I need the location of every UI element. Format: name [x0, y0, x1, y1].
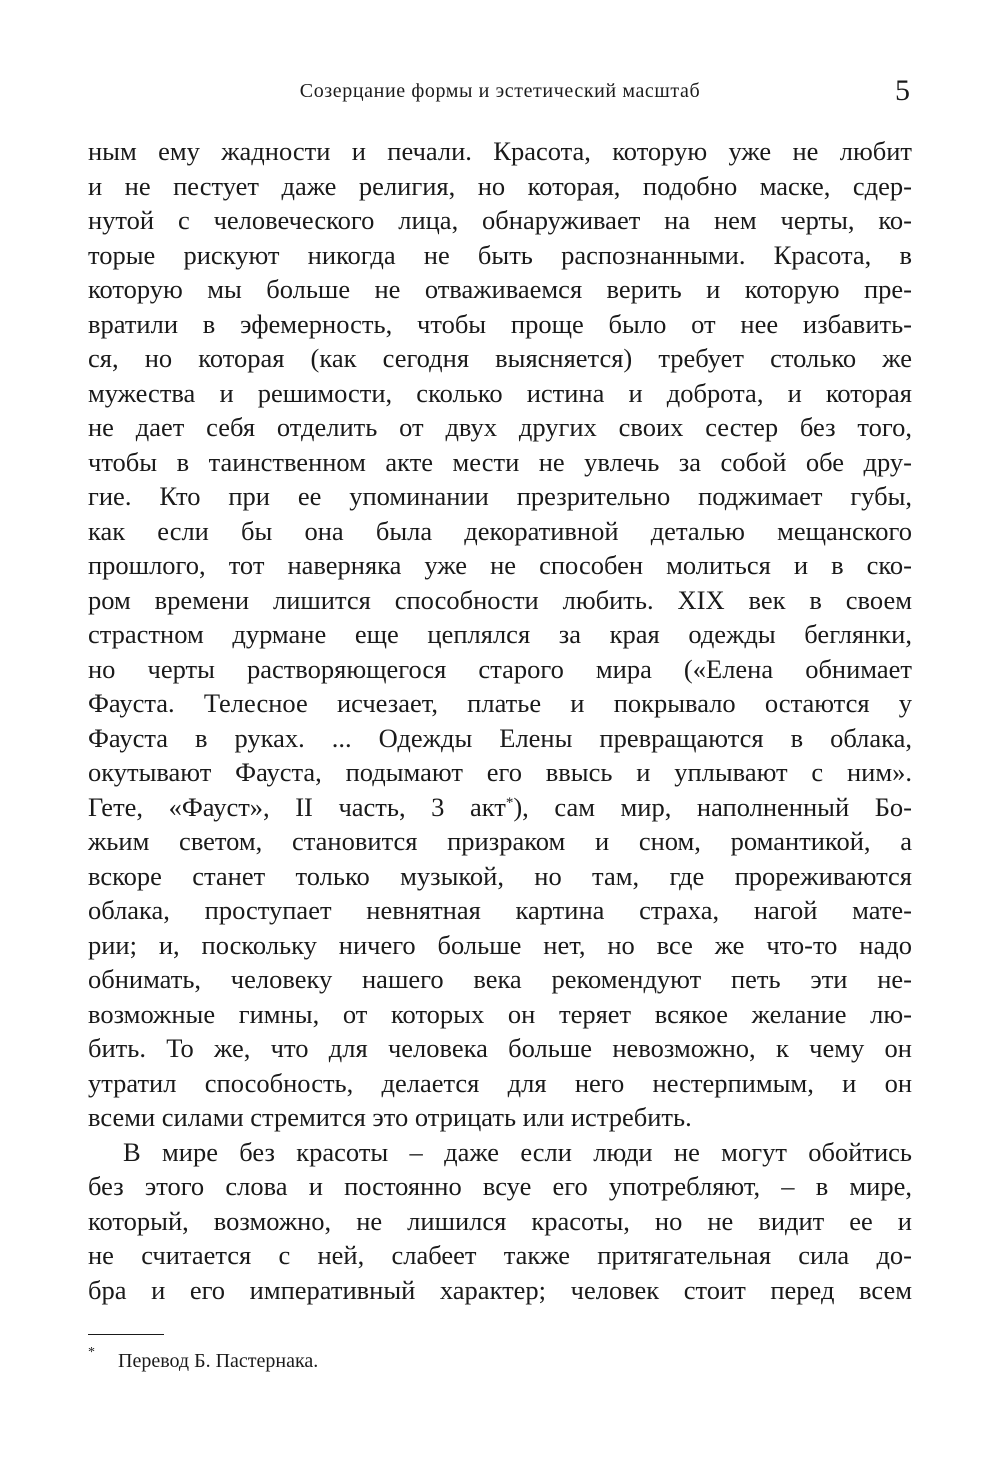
text-line: вратили в эфемерность, чтобы проще было от нее избавить-	[88, 308, 912, 339]
text-line: ся, но которая (как сегодня выясняется) требует столько же	[88, 343, 912, 373]
paragraph-1	[88, 134, 912, 1135]
text-line: и не пестует даже религия, но которая, подобно маске, сдер-	[88, 170, 912, 201]
text-line-head: Гете, «Фауст», II часть, 3 акт	[88, 791, 506, 822]
text-line: всеми силами стремится это отрицать или истребить.	[88, 1102, 692, 1132]
text-line: как если бы она была декоративной деталью мещанского	[88, 515, 912, 546]
text-line: нутой с человеческого лица, обнаруживает на нем черты, ко-	[88, 205, 912, 235]
text-line: Фауста в руках. ... Одежды Елены превращаются в облака,	[88, 722, 912, 753]
text-line: гие. Кто при ее упоминании презрительно поджимает губы,	[88, 481, 912, 511]
text-line: вскоре станет только музыкой, но там, где прореживаются	[88, 860, 912, 891]
body-text	[88, 134, 912, 1307]
text-line: не считается с ней, слабеет также притягательная сила до-	[88, 1240, 912, 1270]
text-line: но черты растворяющегося старого мира («Елена обнимает	[88, 653, 912, 684]
text-line: которую мы больше не отваживаемся верить и которую пре-	[88, 274, 912, 304]
text-line-tail: ), сам мир, наполненный Бо-	[513, 791, 912, 822]
text-line-with-note	[88, 790, 912, 825]
text-line: ным ему жадности и печали. Красота, которую уже не любит	[88, 136, 912, 166]
text-line: торые рискуют никогда не быть распознанными. Красота, в	[88, 239, 912, 270]
text-line: бра и его императивный характер; человек стоит перед всем	[88, 1274, 912, 1305]
text-line: утратил способность, делается для него нестерпимым, и он	[88, 1067, 912, 1098]
paragraph-2	[88, 1135, 912, 1308]
text-line: страстном дурмане еще цеплялся за края одежды беглянки,	[88, 619, 912, 649]
footnote-text: Перевод Б. Пастернака.	[118, 1350, 319, 1372]
text-line: чтобы в таинственном акте мести не увлечь за собой обе дру-	[88, 446, 912, 477]
text-line: который, возможно, не лишился красоты, но не видит ее и	[88, 1205, 912, 1236]
text-line: облака, проступает невнятная картина страха, нагой мате-	[88, 895, 912, 925]
footnote-reference: *	[505, 794, 514, 811]
running-header	[88, 74, 912, 110]
text-line: окутывают Фауста, подымают его ввысь и уплывают с ним».	[88, 757, 912, 787]
text-line: рии; и, поскольку ничего больше нет, но все же что-то надо	[88, 929, 912, 960]
text-line: возможные гимны, от которых он теряет всякое желание лю-	[88, 998, 912, 1029]
footnote-marker: *	[88, 1345, 95, 1360]
page-number: 5	[895, 74, 910, 107]
text-line: жьим светом, становится призраком и сном, романтикой, а	[88, 826, 912, 856]
footnote-rule	[88, 1334, 164, 1335]
text-line: бить. То же, что для человека больше невозможно, к чему он	[88, 1033, 912, 1063]
text-line: В мире без красоты – даже если люди не могут обойтись	[123, 1136, 912, 1167]
text-line: прошлого, тот наверняка уже не способен молиться и в ско-	[88, 550, 912, 580]
text-line: обнимать, человеку нашего века рекомендуют петь эти не-	[88, 964, 912, 994]
text-line: без этого слова и постоянно всуе его употребляют, – в мире,	[88, 1171, 912, 1201]
text-line: Фауста. Телесное исчезает, платье и покрывало остаются у	[88, 688, 912, 718]
text-line: ром времени лишится способности любить. XIX век в своем	[88, 584, 912, 615]
text-line: не дает себя отделить от двух других своих сестер без того,	[88, 412, 912, 442]
running-title: Созерцание формы и эстетический масштаб	[299, 80, 701, 102]
text-line: мужества и решимости, сколько истина и доброта, и которая	[88, 377, 912, 408]
